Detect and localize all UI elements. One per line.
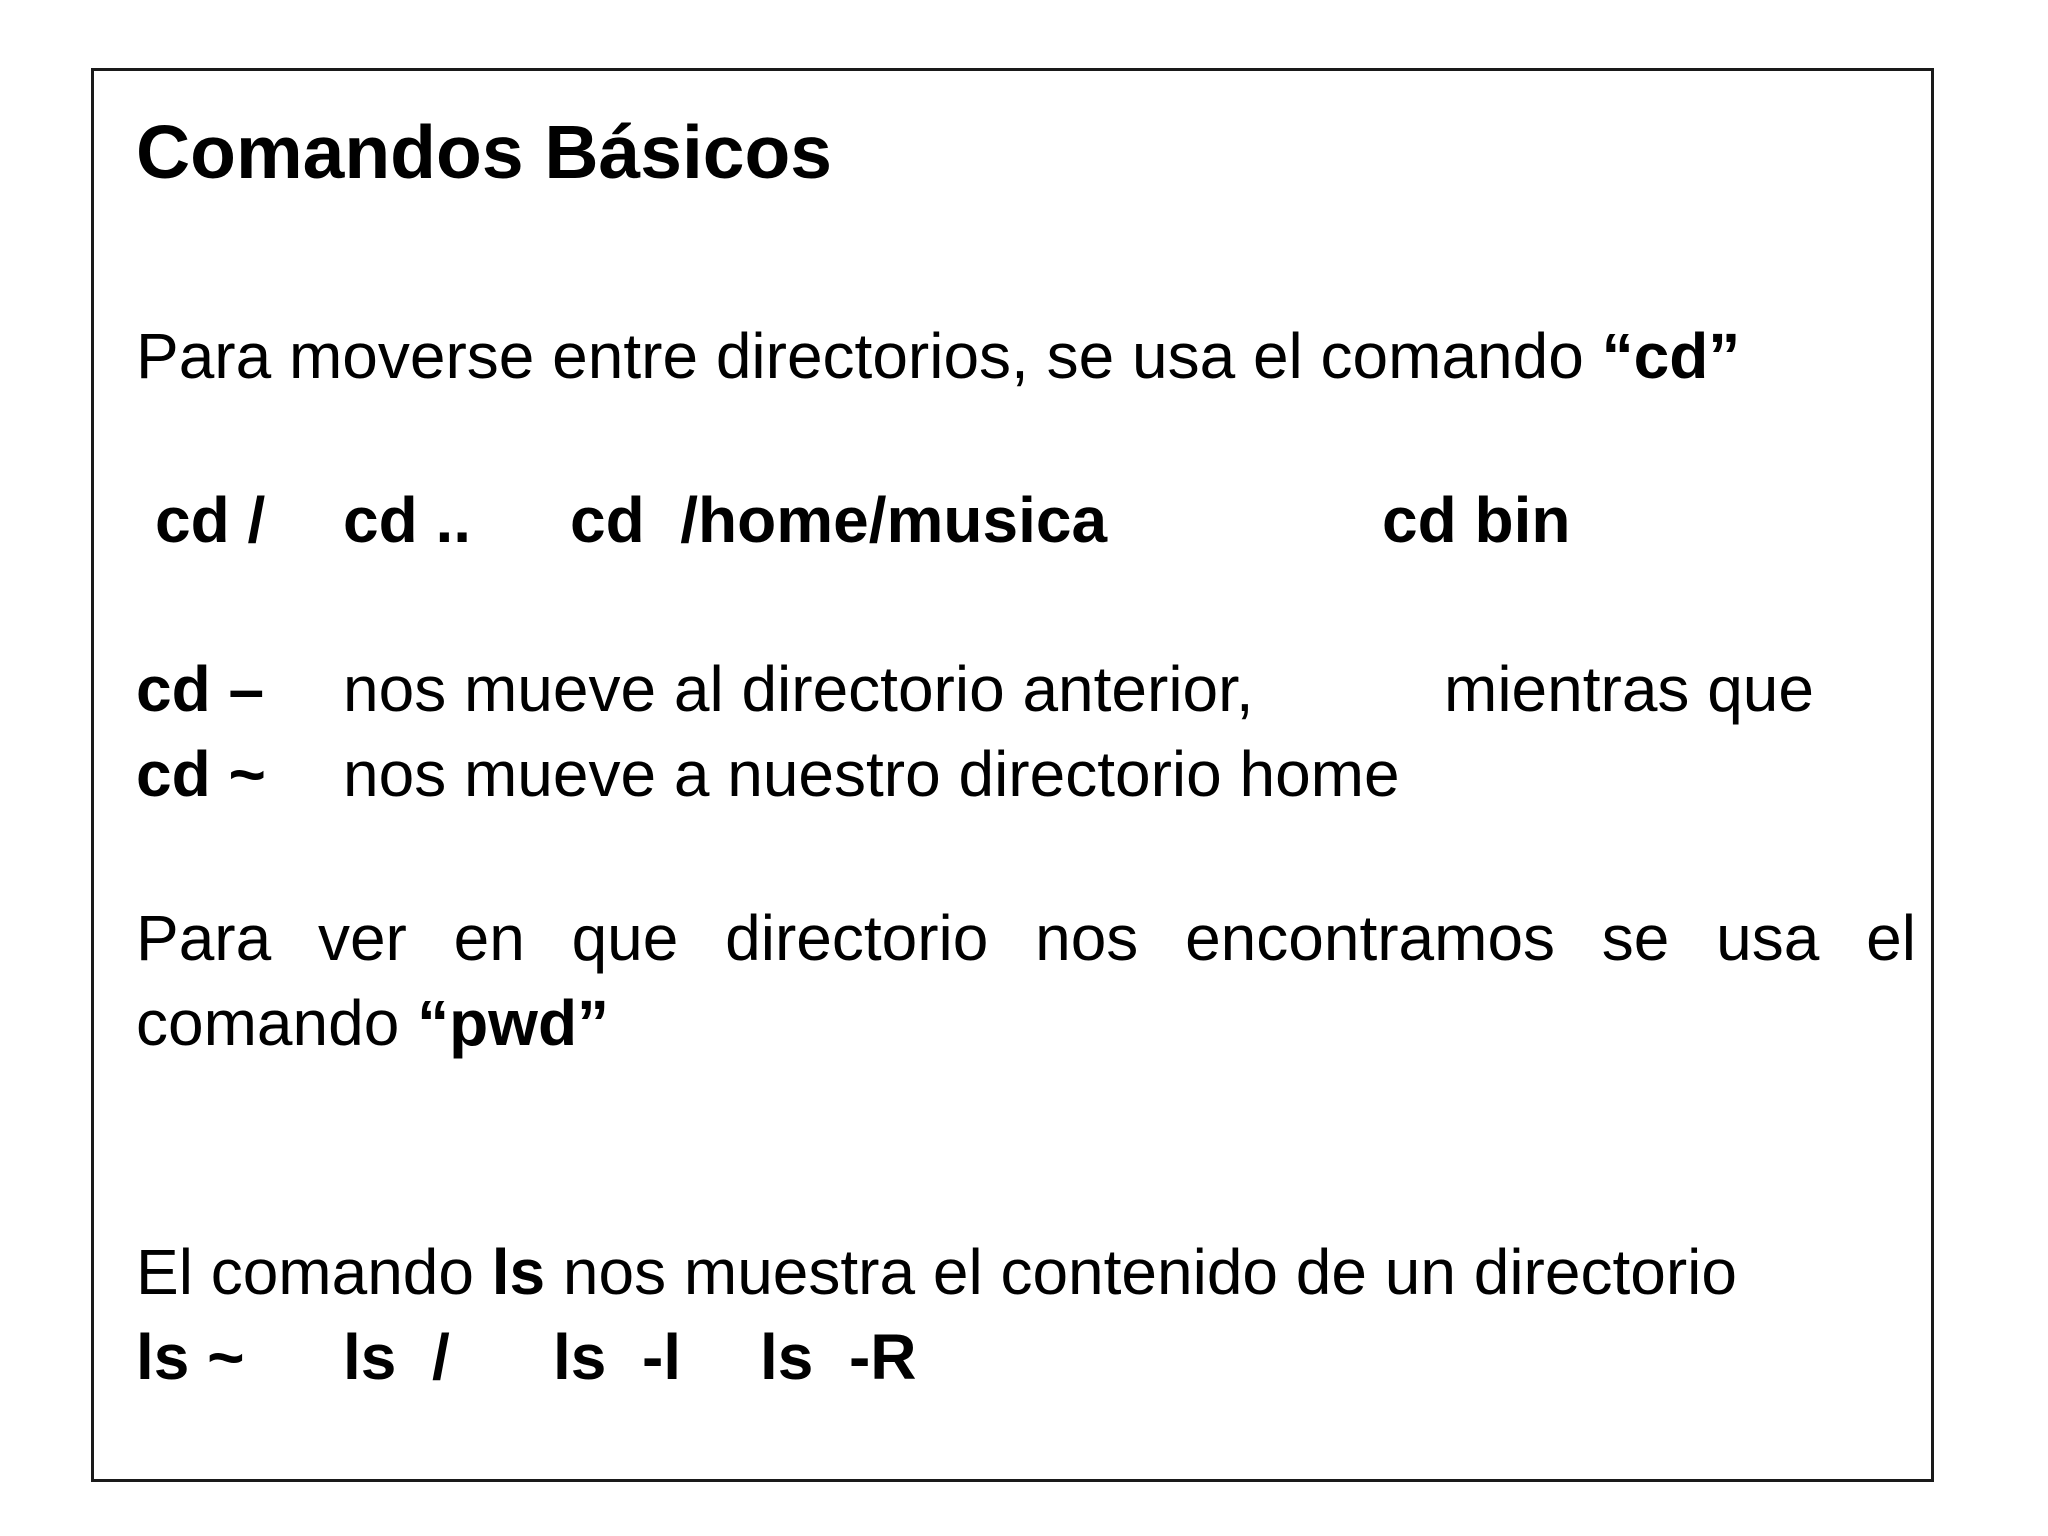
- ls-intro-text-before: El comando: [136, 1236, 492, 1308]
- cd-dash-description: nos mueve al directorio anterior,: [343, 653, 1254, 725]
- cd-intro: [136, 320, 1741, 392]
- pwd-intro-text: comando: [136, 987, 418, 1059]
- pwd-word: encontramos: [1185, 902, 1556, 974]
- pwd-intro-line2: [136, 987, 610, 1059]
- cd-intro-command: “cd”: [1601, 320, 1741, 392]
- cd-example-home-musica: cd /home/musica: [570, 484, 1108, 556]
- cd-tilde-command: cd ~: [136, 738, 266, 810]
- ls-example-long: ls -l: [553, 1321, 682, 1393]
- cd-example-bin: cd bin: [1382, 484, 1571, 556]
- pwd-intro-line1: [136, 902, 1916, 974]
- pwd-word: ver: [317, 902, 407, 974]
- pwd-word: nos: [1035, 902, 1139, 974]
- pwd-word: en: [453, 902, 525, 974]
- cd-intro-text: Para moverse entre directorios, se usa el comando: [136, 320, 1602, 392]
- ls-example-home: ls ~: [136, 1321, 245, 1393]
- pwd-word: se: [1601, 902, 1670, 974]
- cd-dash-command: cd –: [136, 653, 265, 725]
- pwd-intro-command: “pwd”: [417, 987, 610, 1059]
- ls-intro: [136, 1236, 1737, 1308]
- cd-tilde-description: nos mueve a nuestro directorio home: [343, 738, 1400, 810]
- ls-example-root: ls /: [343, 1321, 450, 1393]
- cd-dash-connector: mientras que: [1444, 653, 1814, 725]
- pwd-word: directorio: [725, 902, 989, 974]
- cd-example-parent: cd ..: [343, 484, 472, 556]
- ls-intro-command: ls: [491, 1236, 546, 1308]
- slide-title: Comandos Básicos: [136, 110, 833, 194]
- cd-example-root: cd /: [155, 484, 266, 556]
- pwd-word: el: [1866, 902, 1916, 974]
- ls-intro-text-after: nos muestra el contenido de un directorio: [545, 1236, 1737, 1308]
- pwd-word: que: [571, 902, 679, 974]
- pwd-word: Para: [136, 902, 272, 974]
- ls-example-recursive: ls -R: [760, 1321, 917, 1393]
- pwd-word: usa: [1716, 902, 1820, 974]
